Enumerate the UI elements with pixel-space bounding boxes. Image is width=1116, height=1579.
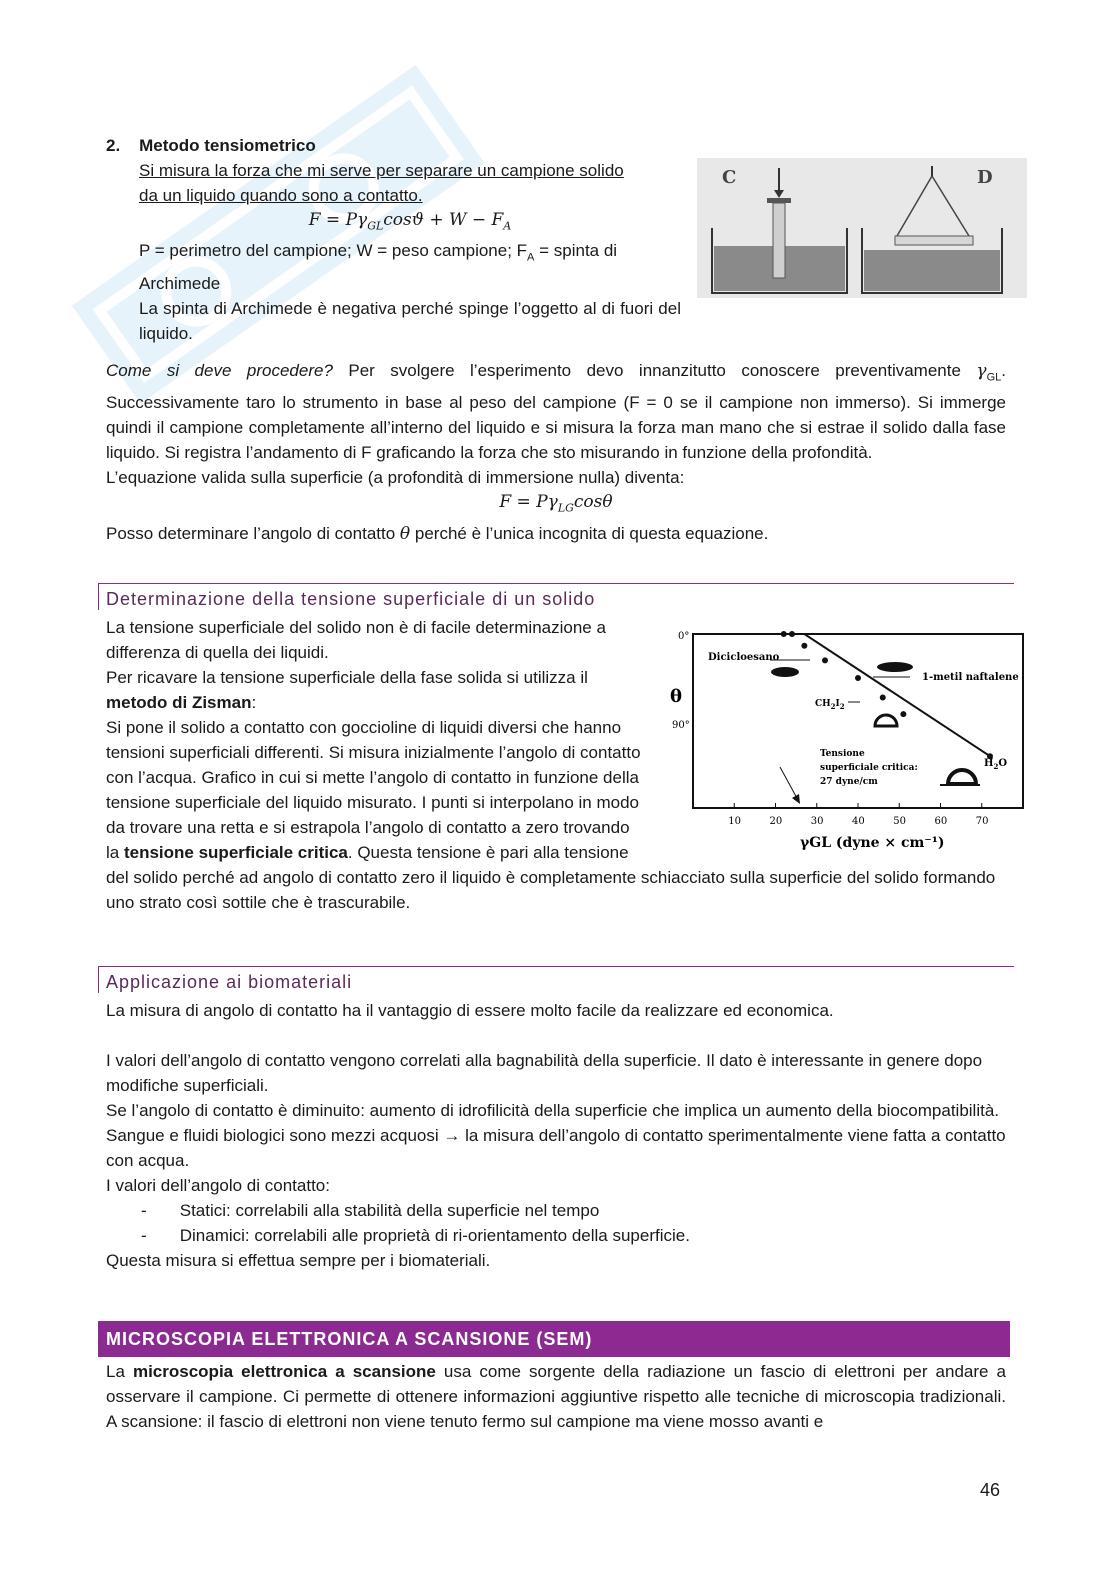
figure-label-d: D [977,167,993,188]
data-points [781,631,993,759]
method-number: 2. [106,136,121,155]
procedure-block [106,358,1006,547]
chart-ylabel: θ [670,686,683,707]
data-point [801,643,807,649]
x-tick-label: 10 [728,816,741,827]
figure-label-c: C [722,167,737,188]
label-critical-2: superficiale critica: [820,763,918,773]
x-tick-label: 30 [810,816,824,827]
label-ch2i2: $CH_2I_2$ [815,699,845,711]
x-tick-label: 70 [975,816,989,827]
data-point [880,695,886,701]
bio-p2: I valori dell’angolo di contatto vengono correlati alla bagnabilità della superficie. Il dato è interessante in genere dopo modifiche superficiali. [106,1051,983,1095]
formula-1: $F = P\gamma_{GL}\cos ϑ + W - F_A$ [308,210,512,233]
zisman-block [106,615,651,715]
bio-bullet-2: - Dinamici: correlabili alle proprietà di ri-orientamento della superficie. [141,1226,690,1245]
method-line2: da un liquido quando sono a contatto. [139,186,423,205]
procedure-equation-line: L’equazione valida sulla superficie (a profondità di immersione nulla) diventa: [106,468,685,488]
method-line1: Si misura la forza che mi serve per separare un campione solido [139,161,624,180]
heading-biomateriali: Applicazione ai biomateriali [98,966,1014,993]
page-number: 46 [980,1480,1001,1500]
label-metil: 1-metil naftalene [922,672,1019,683]
definitions-cont: Archimede [139,273,221,293]
zisman-p1: La tensione superficiale del solido non è di facile determinazione a differenza di quella dei liquidi. [106,618,606,662]
zisman-chart [660,622,1030,854]
bio-p6: Questa misura si effettua sempre per i biomateriali. [106,1251,491,1270]
bio-p1: La misura di angolo di contatto ha il vantaggio di essere molto facile da realizzare ed economica. [106,1001,834,1020]
formula-2: $F = P\gamma_{LG}\cos\theta$ [499,492,613,515]
data-point [822,657,828,663]
method-title: Metodo tensiometrico [139,136,316,155]
data-point [789,631,795,637]
procedure-conclusion: Posso determinare l’angolo di contatto θ perché è l’unica incognita di questa equazione. [106,523,769,544]
zisman-p2: Per ricavare la tensione superficiale della fase solida si utilizza il metodo di Zisman: [106,668,588,712]
bio-block [106,998,1006,1273]
drop-metil [877,662,913,672]
y-tick-0: 0° [678,631,690,642]
label-dicicloesano: Dicicloesano [708,652,780,663]
label-critical-3: 27 dyne/cm [820,777,878,787]
x-tick-label: 20 [769,816,783,827]
tensiometer-figure [697,158,1027,298]
chart-xlabel: γGL (dyne × cm⁻¹) [800,835,945,851]
bio-p5: I valori dell’angolo di contatto: [106,1176,330,1195]
drop-ch2i2 [875,715,897,726]
x-tick-label: 50 [893,816,906,827]
sem-p1: La microscopia elettronica a scansione usa come sorgente della radiazione un fascio di elettroni per andare a osservare il campione. Ci permette di ottenere informazioni aggiuntive rispetto alle tecniche di microscopia tradizionali. A scansione: il fascio di elettroni non viene tenuto fermo sul campione ma viene mosso avanti e [106,1362,1006,1431]
data-point [855,675,861,681]
y-tick-90: 90° [672,720,690,731]
method-block [106,133,681,158]
sem-block [106,1359,1006,1434]
bio-bullet-1: - Statici: correlabili alla stabilità della superficie nel tempo [141,1201,600,1220]
bio-p3: Se l’angolo di contatto è diminuito: aumento di idrofilicità della superficie che implica un aumento della biocompatibilità. [106,1101,1000,1120]
procedure-text: Come si deve procedere? Per svolgere l’esperimento devo innanzitutto conoscere preventivamente $\gamma_{GL}$. Successivamente taro lo strumento in base al peso del campione (F = 0 se il campione non immerso). Si immerge quindi il campione completamente all’interno del liquido e si misura la forza man mano che si estrae il solido dalla fase liquido. Si registra l’andamento di F graficando la forza che sto misurando in funzione della profondità. [106,361,1006,463]
data-point [781,631,787,637]
label-h2o: $H_2O$ [984,758,1008,771]
definitions: P = perimetro del campione; W = peso campione; $F_A$ = spinta di [139,241,618,264]
heading-zisman: Determinazione della tensione superficiale di un solido [98,583,1014,610]
method-content [139,158,681,346]
x-tick-label: 40 [852,816,865,827]
x-axis-ticks [728,803,988,827]
archimede-note: La spinta di Archimede è negativa perché spinge l’oggetto al di fuori del liquido. [139,298,681,343]
fit-line [804,634,990,756]
data-point [900,711,906,717]
drop-dicicloesano [771,667,799,677]
drop-h2o [948,770,976,784]
label-critical-1: Tensione [820,749,865,759]
bio-p4: Sangue e fluidi biologici sono mezzi acquosi → la misura dell’angolo di contatto sperimentalmente viene fatta a contatto con acqua. [106,1126,1006,1170]
zisman-p3-text: Si pone il solido a contatto con goccioline di liquidi diversi che hanno tensioni superficiali differenti. Si misura inizialmente l’angolo di contatto con l’acqua. Grafico in cui si mette l’angolo di contatto in funzione della tensione superficiale del liquido misurato. I punti si interpolano in modo da trovare una retta e si estrapola l’angolo di contatto a zero trovando la tensione superficiale critica. Questa tensione è pari alla tensione del solido perché ad angolo di contatto zero il liquido è completamente schiacciato sulla superficie del solido formando uno strato così sottile che è trascurabile. [106,718,996,912]
x-tick-label: 60 [934,816,948,827]
heading-sem: MICROSCOPIA ELETTRONICA A SCANSIONE (SEM) [98,1321,1010,1357]
